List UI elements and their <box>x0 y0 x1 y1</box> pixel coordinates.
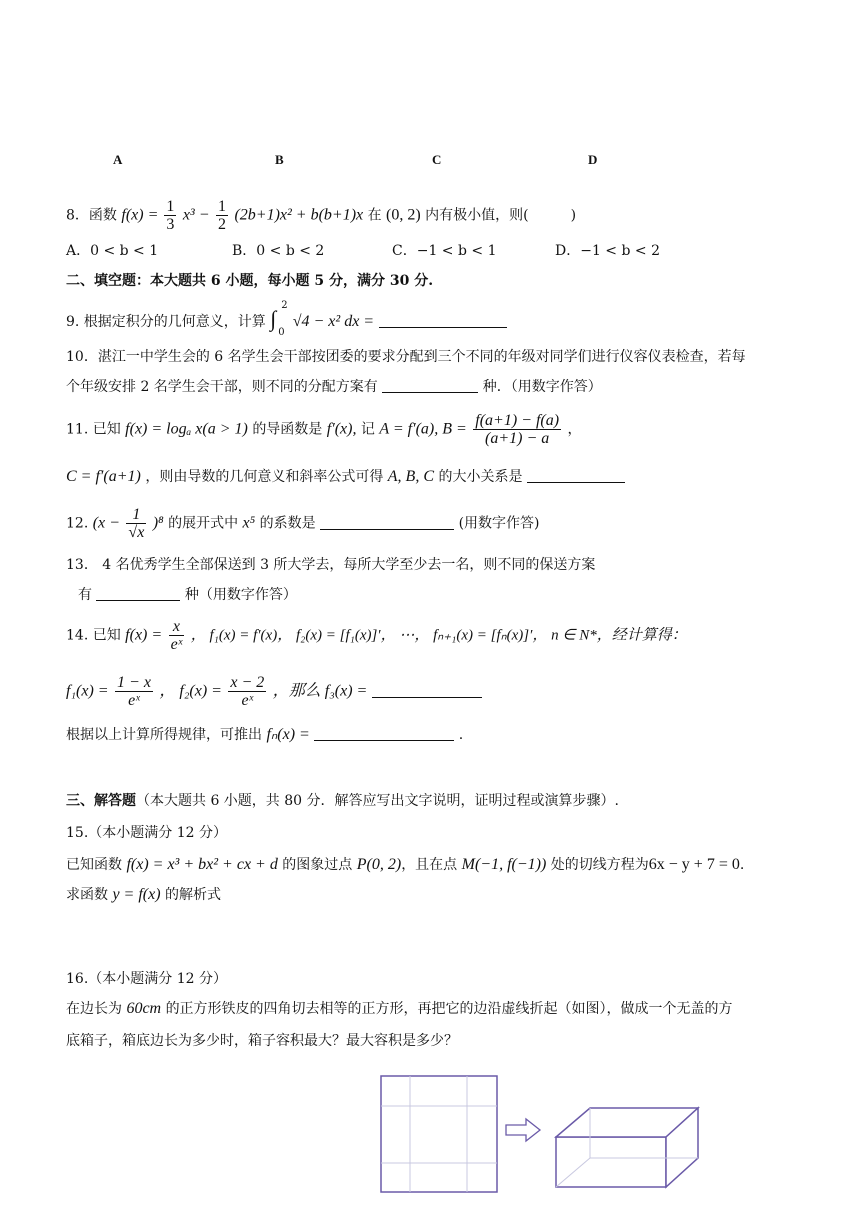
sheet-square <box>381 1076 497 1192</box>
q8-interval: (0, 2) <box>386 206 421 224</box>
q15-line2b: 的解析式 <box>165 887 222 903</box>
q16-expr1: 60cm <box>126 1000 162 1017</box>
q8-mid: 在 <box>367 207 387 224</box>
q11-lead: 11. 已知 <box>66 421 121 438</box>
section-3-heading <box>66 790 619 810</box>
q14-lead: 14. 已知 <box>66 627 121 644</box>
question-14-line2 <box>66 674 482 709</box>
q12-x5: x⁵ <box>242 514 256 532</box>
q8-tail: 内有极小值，则( ) <box>425 207 577 224</box>
q11-mid1: 的导函数是 <box>252 421 323 438</box>
q15-line2a: 求函数 <box>66 887 108 903</box>
question-16-heading: 16.（本小题满分 12 分） <box>66 971 227 987</box>
q8-option-a: A．0 < b < 1 <box>66 243 159 259</box>
q14-f2-lead: ， f₂(x) = <box>159 682 222 700</box>
q14-f-fraction: $\frac{x}{\text{eˣ}}$ <box>170 618 183 653</box>
q11-line2d: 的大小关系是 <box>438 469 523 485</box>
q15-line1e: . <box>739 857 745 873</box>
q14-f3-lead: ，那么 f₃(x) = <box>272 682 368 700</box>
q11-expr1: f(x) = logₐ x(a > 1) <box>125 420 248 438</box>
q11-answer-blank[interactable] <box>527 468 625 483</box>
figure-label-b: B <box>275 152 284 167</box>
section-3-bold: 三、解答题 <box>66 793 136 809</box>
question-10-line1: 10．湛江一中学生会的 6 名学生会干部按团委的要求分配到三个不同的年级对同学们进行仪容仪表检查，若每 <box>66 349 746 365</box>
q14-f1-lead: f₁(x) = <box>66 682 109 700</box>
q15-expr1: f(x) = x³ + bx² + cx + d <box>126 856 278 873</box>
q13-line2a: 有 <box>78 587 92 603</box>
q10-answer-blank[interactable] <box>382 378 478 393</box>
q14-line3c: . <box>458 727 464 743</box>
q15-expr5: y = f(x) <box>112 886 161 903</box>
box-figure-svg <box>378 1074 718 1200</box>
question-16-line2: 底箱子，箱底边长为多少时，箱子容积最大？最大容积是多少？ <box>66 1033 458 1049</box>
arrow-icon <box>506 1119 540 1141</box>
q13-line2b: 种（用数字作答） <box>184 587 297 603</box>
section-2-heading: 二、填空题：本大题共 6 小题，每小题 5 分，满分 30 分. <box>66 273 434 289</box>
q9-lead: 9. 根据定积分的几何意义，计算 <box>66 314 266 330</box>
box-front-face <box>556 1137 666 1187</box>
q13-answer-blank[interactable] <box>96 586 180 601</box>
q11-expr2: f′(x), <box>326 420 357 438</box>
question-10-line2 <box>66 376 602 396</box>
q11-fraction: $\frac{f(a+1) - f(a)}{(a+1) - a}$ <box>475 412 560 447</box>
q11-line2b: ，则由导数的几何意义和斜率公式可得 <box>145 469 384 485</box>
q8-term1: x³ − <box>182 206 210 224</box>
q15-expr3: M(−1, f(−1)) <box>461 856 547 873</box>
q9-integrand: √4 − x² dx = <box>292 313 375 330</box>
question-13-line2 <box>78 584 297 604</box>
figure-label-d: D <box>588 152 598 167</box>
q15-line1d: 处的切线方程为 <box>550 857 649 873</box>
question-15-line2 <box>66 884 221 904</box>
question-8 <box>66 198 576 233</box>
q10-line2a: 个年级安排 2 名学生会干部，则不同的分配方案有 <box>66 379 378 395</box>
q16-line1b: 的正方形铁皮的四角切去相等的正方形，再把它的边沿虚线折起（如图），做成一个无盖的方 <box>165 1001 733 1017</box>
q8-term2: (2b+1)x² + b(b+1)x <box>234 206 364 224</box>
q11-mid2: 记 <box>360 421 375 438</box>
section-3-rest: （本大题共 6 小题，共 80 分．解答应写出文字说明，证明过程或演算步骤）. <box>136 793 619 809</box>
q14-f2-fraction: $\frac{x - 2}{\text{eˣ}}$ <box>230 674 265 709</box>
question-14-line1 <box>66 618 687 653</box>
q12-expr-close: )⁸ <box>152 514 164 532</box>
question-11-line1 <box>66 412 582 447</box>
q15-line1a: 已知函数 <box>66 857 122 873</box>
q14-line3b: fₙ(x) = <box>266 726 310 743</box>
q12-mid: 的展开式中 <box>168 515 239 532</box>
q12-tail: 的系数是 <box>259 515 316 532</box>
question-16-line1 <box>66 998 733 1018</box>
question-12 <box>66 506 540 541</box>
q14-line3a: 根据以上计算所得规律，可推出 <box>66 727 262 743</box>
q14-rest: ， f₁(x) = f′(x)， f₂(x) = [f₁(x)]′， ⋯， fₙ₊₁(x) = [fₙ(x)]′， n ∈ N*，经计算得： <box>190 627 687 644</box>
q11-expr3: A = f′(a), B = <box>379 420 467 438</box>
q14-fn-answer-blank[interactable] <box>314 726 454 741</box>
figure-label-c: C <box>432 152 442 167</box>
q15-expr4: 6x − y + 7 = 0 <box>648 856 740 873</box>
q11-line2c: A, B, C <box>387 468 434 485</box>
q12-lead: 12. <box>66 515 89 532</box>
q12-expr-open: (x − <box>92 514 120 532</box>
question-14-line3 <box>66 724 463 744</box>
q8-option-d: D．−1 < b < 2 <box>555 243 660 259</box>
q15-line1c: ，且在点 <box>401 857 458 873</box>
question-13-line1: 13． 4 名优秀学生全部保送到 3 所大学去，每所大学至少去一名，则不同的保送方案 <box>66 557 596 573</box>
q14-f3-answer-blank[interactable] <box>372 683 482 698</box>
q8-coef1: $\frac{1}{3}$ <box>166 198 175 233</box>
q14-f-expr: f(x) = <box>125 626 163 644</box>
q12-answer-blank[interactable] <box>320 515 454 530</box>
figure-label-a: A <box>113 152 123 167</box>
q15-line1b: 的图象过点 <box>282 857 353 873</box>
box-figure <box>378 1074 718 1200</box>
q11-comma: ， <box>567 421 582 438</box>
q14-f1-fraction: $\frac{1 - x}{\text{eˣ}}$ <box>117 674 151 709</box>
q10-line2b: 种．（用数字作答） <box>482 379 602 395</box>
q8-coef2: $\frac{1}{2}$ <box>217 198 226 233</box>
q16-line1a: 在边长为 <box>66 1001 122 1017</box>
q12-tail2: (用数字作答) <box>458 515 540 532</box>
q12-fraction: $\frac{1}{√x}$ <box>128 506 145 541</box>
integral-sign: ∫ 2 0 <box>270 300 288 338</box>
q9-answer-blank[interactable] <box>379 313 507 328</box>
question-15-line1 <box>66 854 744 874</box>
q8-func: f(x) = <box>121 206 163 224</box>
question-15-heading: 15.（本小题满分 12 分） <box>66 825 227 841</box>
q11-line2a: C = f′(a+1) <box>66 468 141 485</box>
question-9 <box>66 300 507 338</box>
question-11-line2 <box>66 466 625 486</box>
q8-option-b: B．0 < b < 2 <box>232 243 325 259</box>
q8-option-c: C．−1 < b < 1 <box>392 243 497 259</box>
q8-lead: 8．函数 <box>66 207 117 224</box>
q15-expr2: P(0, 2) <box>356 856 402 873</box>
